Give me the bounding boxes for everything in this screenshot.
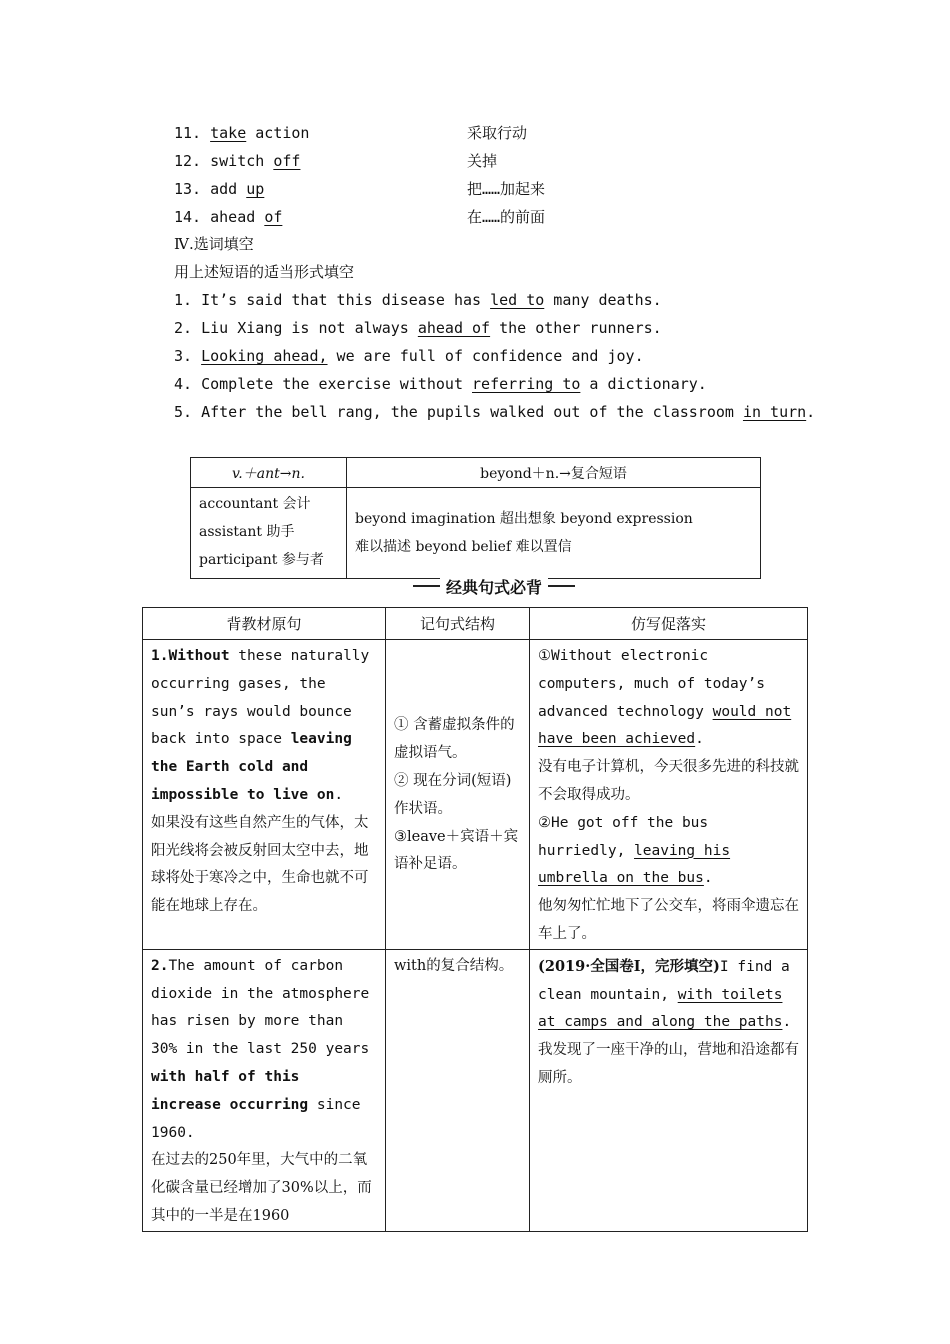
table-header: 记句式结构 xyxy=(386,608,530,640)
answer-blank: with toilets at camps and along the paths xyxy=(538,986,783,1031)
word-formation-table xyxy=(190,457,761,579)
answer-blank: up xyxy=(246,180,265,198)
table-header: beyond＋n.→复合短语 xyxy=(347,458,761,488)
section-banner xyxy=(413,575,575,597)
phrase-meaning: 把……加起来 xyxy=(467,180,546,198)
structure-cell: with的复合结构。 xyxy=(386,949,530,1231)
section-heading: Ⅳ.选词填空 xyxy=(174,235,254,253)
answer-blank: of xyxy=(264,208,283,226)
answer-blank: off xyxy=(273,152,301,170)
table-header: v.＋ant→n. xyxy=(191,458,347,488)
practice-cell: (2019·全国卷Ⅰ，完形填空)I find a clean mountain, with toilets at camps and along the paths. 我发现了一座干净的山，营地和沿途都有厕所。 xyxy=(530,949,808,1231)
answer-blank: Looking ahead, xyxy=(201,347,328,365)
answer-blank: leaving his umbrella on the bus xyxy=(538,842,731,887)
original-sentence-cell: 1.Without these naturally occurring gases, the sun’s rays would bounce back into space leaving the Earth cold and impossible to live on. 如果没有这些自然产生的气体，太阳光线将会被反射回太空中去，地球将处于寒冷之中，生命也就不可能在地球上存在。 xyxy=(143,640,386,950)
fill-item: 5. After the bell rang, the pupils walked out of the classroom in turn. xyxy=(174,403,816,421)
answer-blank: in turn xyxy=(742,403,807,421)
answer-blank: would not have been achieved xyxy=(538,703,792,748)
phrase-meaning: 关掉 xyxy=(467,152,498,170)
fill-item: 4. Complete the exercise without referring to a dictionary. xyxy=(174,375,707,393)
practice-cell: ①Without electronic computers, much of today’s advanced technology would not have been achieved. 没有电子计算机，今天很多先进的科技就不会取得成功。 ②He got off the bus hurriedly, leaving his umbrella on the bus. 他匆匆忙忙地下了公交车，将雨伞遗忘在车上了。 xyxy=(530,640,808,950)
original-sentence-cell: 2.The amount of carbon dioxide in the atmosphere has risen by more than 30% in the last 250 years with half of this increase occurring since 1960. 在过去的250年里，大气中的二氧化碳含量已经增加了30%以上，而其中的一半是在1960 xyxy=(143,949,386,1231)
fill-item: 1. It’s said that this disease has led to many deaths. xyxy=(174,291,662,309)
table-header: 背教材原句 xyxy=(143,608,386,640)
sentence-table xyxy=(142,607,808,1232)
structure-cell: ① 含蓄虚拟条件的虚拟语气。 ② 现在分词(短语)作状语。 ③leave＋宾语＋宾语补足语。 xyxy=(386,640,530,950)
fill-item: 2. Liu Xiang is not always ahead of the other runners. xyxy=(174,319,662,337)
answer-blank: ahead of xyxy=(417,319,491,337)
phrase-meaning: 采取行动 xyxy=(467,124,528,142)
banner-title: 经典句式必背 xyxy=(440,575,548,598)
table-cell: beyond imagination 超出想象 beyond expression 难以描述 beyond belief 难以置信 xyxy=(347,488,761,579)
table-cell: accountant 会计 assistant 助手 participant 参与者 xyxy=(191,488,347,579)
table-header: 仿写促落实 xyxy=(530,608,808,640)
answer-blank: take xyxy=(210,124,247,142)
answer-blank: led to xyxy=(490,291,545,309)
instruction: 用上述短语的适当形式填空 xyxy=(174,263,355,281)
source-note: (2019·全国卷Ⅰ，完形填空) xyxy=(538,957,720,975)
answer-blank: referring to xyxy=(472,375,581,393)
phrase-meaning: 在……的前面 xyxy=(467,208,546,226)
fill-item: 3. Looking ahead, we are full of confidence and joy. xyxy=(174,347,644,365)
